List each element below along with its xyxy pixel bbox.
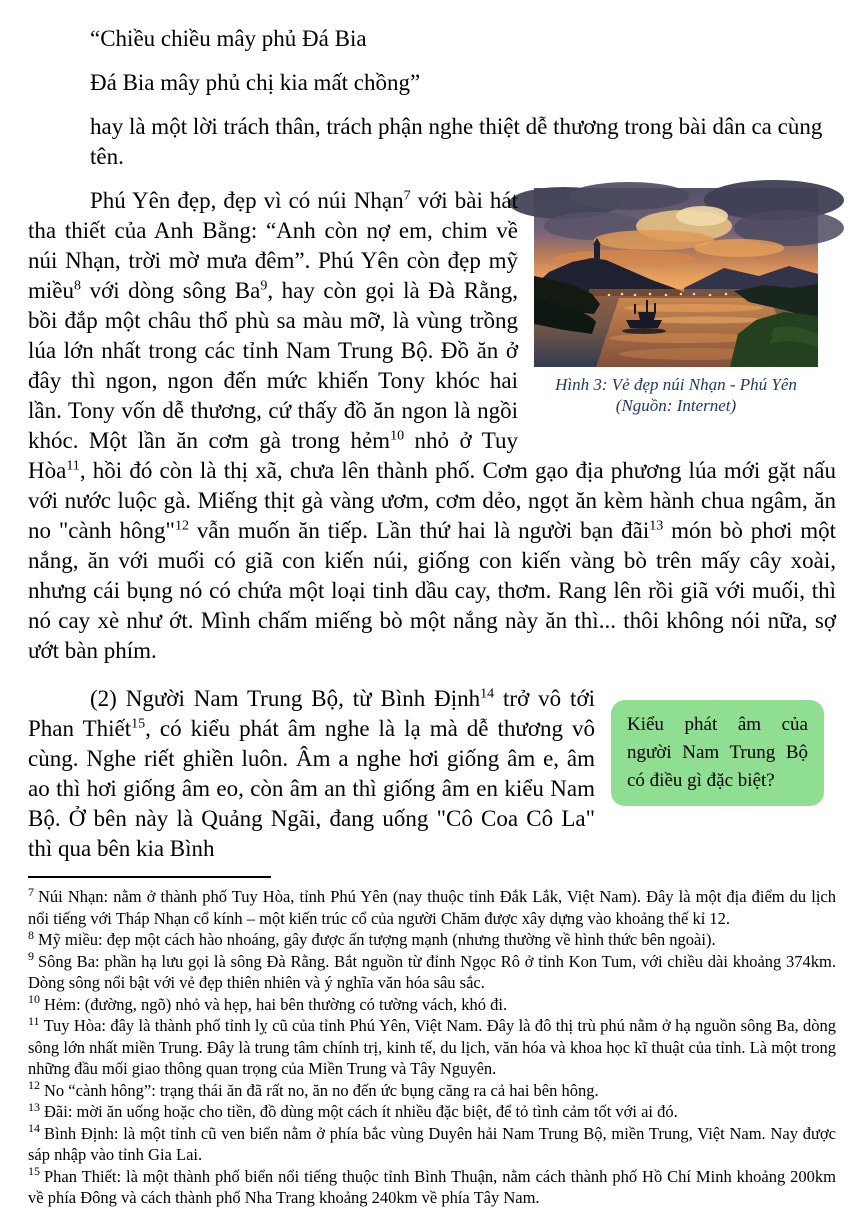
callout-text: Kiểu phát âm của người Nam Trung Bộ có điều gì đặc biệt? bbox=[627, 714, 808, 791]
footnote-number: 10 bbox=[28, 992, 40, 1006]
nui-nhan-photo bbox=[534, 188, 818, 367]
text-run: , hay còn gọi là Đà Rằng, bồi đắp một châu thổ phù sa màu mỡ, là vùng trồng lúa lớn nhất trong các tỉnh Nam Trung Bộ. Đồ ăn ở đây thì ngon, ngon đến mức khiến Tony khóc hai lần. Tony vốn dễ thương, cứ thấy đồ ăn ngon là ngồi khóc. Một lần ăn cơm gà trong hẻm bbox=[28, 278, 518, 453]
footnote-number: 13 bbox=[28, 1099, 40, 1114]
text-run: nhỏ ở Tuy Hòa bbox=[28, 428, 518, 483]
footnote-text: Tuy Hòa: đây là thành phố tỉnh lỵ cũ của tỉnh Phú Yên, Việt Nam. Đây là đô thị trù phú nằm ở hạ nguồn sông Ba, dòng sông lớn nhất miền Trung. Đây là trung tâm chính trị, kinh tế, du lịch, văn hóa và khoa học kĩ thuật của tỉnh. Là một trong những đầu mối giao thông quan trọng của Miền Trung và Tây Nguyên. bbox=[28, 1016, 836, 1078]
footnote-text: Núi Nhạn: nằm ở thành phố Tuy Hòa, tỉnh Phú Yên (nay thuộc tỉnh Đắk Lắk, Việt Nam). Đây là một địa điểm du lịch nổi tiếng với Tháp Nhạn cổ kính – một kiến trúc cổ của người Chăm được xây dựng vào khoảng thế kỉ 12. bbox=[28, 887, 836, 928]
footnote-11 bbox=[28, 1015, 836, 1080]
footnote-8 bbox=[28, 929, 836, 951]
text-run: , hồi đó còn là thị xã, chưa lên thành phố. Cơm gạo địa phương lúa mới gặt nấu với nước luộc gà. Miếng thịt gà vàng ươm, cơm dẻo, ngọt ăn kèm hành chua ngâm, ăn no "cành hông" bbox=[28, 458, 836, 543]
footnote-ref-14: 14 bbox=[480, 686, 495, 702]
figure-nui-nhan bbox=[534, 188, 818, 416]
callout-question-box bbox=[611, 700, 824, 806]
footnote-number: 7 bbox=[28, 884, 34, 899]
text-run: với dòng sông Ba bbox=[81, 278, 261, 303]
footnote-ref-8: 8 bbox=[74, 278, 81, 294]
footnote-text: Phan Thiết: là một thành phố biển nổi tiếng thuộc tỉnh Bình Thuận, nằm cách thành phố Hồ Chí Minh khoảng 200km về phía Đông và cách thành phố Nha Trang khoảng 240km về phía Tây Nam. bbox=[28, 1166, 836, 1207]
footnote-ref-15: 15 bbox=[131, 716, 146, 732]
footnote-text: Hẻm: (đường, ngõ) nhỏ và hẹp, hai bên thường có tường vách, khó đi. bbox=[44, 994, 508, 1014]
footnote-number: 15 bbox=[28, 1164, 40, 1178]
footnote-7 bbox=[28, 886, 836, 929]
footnote-number: 9 bbox=[28, 949, 34, 963]
footnote-number: 14 bbox=[28, 1121, 40, 1135]
footnote-ref-11: 11 bbox=[66, 458, 80, 474]
text-run: (2) Người Nam Trung Bộ, từ Bình Định bbox=[90, 686, 481, 711]
text-run: vẫn muốn ăn tiếp. Lần thứ hai là người bạn đãi bbox=[188, 518, 650, 543]
footnote-10 bbox=[28, 994, 836, 1016]
footnote-ref-10: 10 bbox=[390, 428, 405, 444]
footnote-14 bbox=[28, 1123, 836, 1166]
figure-caption-line2: (Nguồn: Internet) bbox=[615, 396, 737, 415]
footnote-ref-12: 12 bbox=[174, 518, 189, 534]
text-run: , có kiểu phát âm nghe là lạ mà dễ thương vô cùng. Nghe riết ghiền luôn. Âm a nghe hơi giống âm e, âm ao thì hơi giống âm eo, còn âm an thì giống âm en kiểu Nam Bộ. Ở bên này là Quảng Ngãi, đang uống "Cô Coa Cô La" thì qua bên kia Bình bbox=[28, 716, 595, 861]
footnotes-section bbox=[28, 886, 836, 1209]
text-run: với bài hát tha thiết của Anh Bằng: “Anh còn nợ em, chim về núi Nhạn, trời mờ mưa đêm”. Phú Yên còn đẹp mỹ miều bbox=[28, 188, 518, 303]
figure-caption bbox=[534, 374, 818, 416]
quote-line-1: “Chiều chiều mây phủ Đá Bia bbox=[90, 26, 367, 51]
text-run: Phú Yên đẹp, đẹp vì có núi Nhạn bbox=[90, 188, 404, 213]
footnote-number: 12 bbox=[28, 1078, 40, 1092]
quote-line-2: Đá Bia mây phủ chị kia mất chồng” bbox=[90, 70, 421, 95]
footnote-text: Mỹ miều: đẹp một cách hào nhoáng, gây được ấn tượng mạnh (nhưng thường về hình thức bên ngoài). bbox=[38, 930, 716, 949]
footnote-ref-9: 9 bbox=[260, 278, 268, 294]
footnote-12 bbox=[28, 1080, 836, 1102]
paragraph-1 bbox=[28, 186, 836, 666]
text-run: trở vô tới Phan Thiết bbox=[28, 686, 596, 741]
footnote-ref-13: 13 bbox=[649, 518, 664, 534]
footnote-15 bbox=[28, 1166, 836, 1209]
footnote-separator bbox=[28, 876, 271, 878]
footnote-ref-7: 7 bbox=[403, 188, 411, 204]
footnote-text: Đãi: mời ăn uống hoặc cho tiền, đồ dùng một cách ít nhiều đặc biệt, để tỏ tình cảm tốt với ai đó. bbox=[44, 1102, 678, 1121]
quote-line-3: hay là một lời trách thân, trách phận nghe thiệt dễ thương trong bài dân ca cùng tên. bbox=[90, 114, 823, 169]
footnote-text: No “cành hông”: trạng thái ăn đã rất no, ăn no đến ức bụng căng ra cả hai bên hông. bbox=[44, 1080, 599, 1100]
text-run: món bò phơi một nắng, ăn với muối có giã con kiến núi, giống con kiến vàng bò trên mấy cây xoài, nhưng cái bụng nó có chứa một loại tinh dầu cay, thơm. Rang lên rồi giã với muối, thì nó cay xè như ớt. Mình chấm miếng bò một nắng này ăn thì... thôi không nói nữa, sợ ướt bàn phím. bbox=[28, 518, 836, 663]
figure-caption-line1: Hình 3: Vẻ đẹp núi Nhạn - Phú Yên bbox=[555, 375, 797, 394]
footnote-text: Sông Ba: phần hạ lưu gọi là sông Đà Rằng. Bắt nguồn từ đỉnh Ngọc Rô ở tỉnh Kon Tum, với chiều dài khoảng 374km. Dòng sông nổi bật với vẻ đẹp thiên nhiên và ý nghĩa văn hóa sâu sắc. bbox=[28, 951, 836, 992]
footnote-number: 11 bbox=[28, 1013, 40, 1028]
footnote-13 bbox=[28, 1101, 836, 1123]
paragraph-2 bbox=[28, 684, 836, 864]
footnote-9 bbox=[28, 951, 836, 994]
footnote-number: 8 bbox=[28, 927, 34, 942]
footnote-text: Bình Định: là một tỉnh cũ ven biển nằm ở phía bắc vùng Duyên hải Nam Trung Bộ, miền Trung, Việt Nam. Nay được sáp nhập vào tỉnh Gia Lai. bbox=[28, 1123, 836, 1164]
